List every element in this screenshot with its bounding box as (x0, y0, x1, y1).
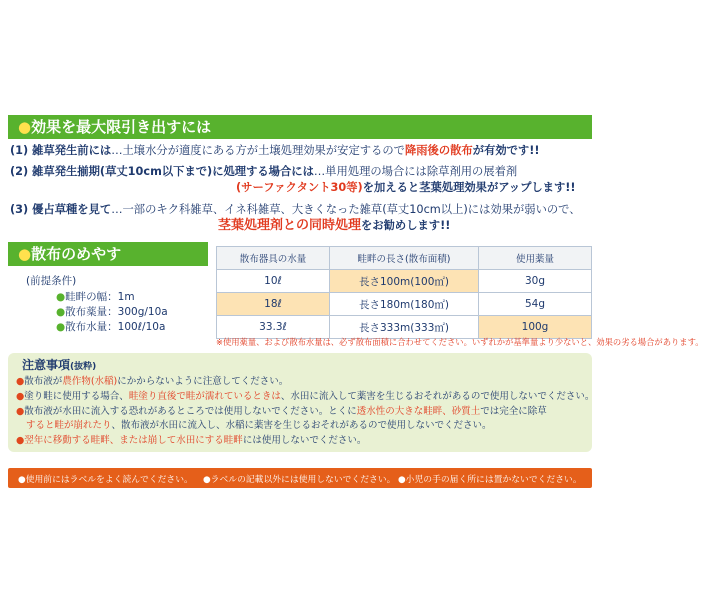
footer-item: ●使用前にはラベルをよく読んでください。 (18, 475, 193, 485)
section-guide-header (8, 242, 208, 266)
table-note: ※使用薬量、および散布水量は、必ず散布面積に合わせてください。いずれかが基準量より少ないと、効果の劣る場合があります。 (216, 337, 704, 347)
table-cell: 54g (479, 293, 592, 316)
footer-item: ●ラベルの記載以外には使用しないでください。 (203, 475, 396, 485)
effect-line-2: (2) 雑草発生揃期(草丈10cm以下まで)に処理する場合には…単用処理の場合には除草剤用の展着剤 (10, 165, 518, 178)
guide-table (216, 246, 592, 339)
caution-title: 注意事項(抜粋) (22, 358, 97, 372)
footer-item: ●小児の手の届く所には置かないでください。 (398, 475, 582, 485)
table-cell: 10ℓ (217, 270, 330, 293)
conditions-label: (前提条件) (26, 275, 77, 287)
bullet-icon: ● (18, 245, 32, 263)
effect-line-1: (1) 雑草発生前には…土壌水分が適度にある方が土壌処理効果が安定するので降雨後の散布が有効です!! (10, 144, 540, 157)
section-effect-header (8, 115, 592, 139)
caution-box (8, 353, 595, 452)
effect-line-2b: (サーファクタント30等)を加えると茎葉処理効果がアップします!! (236, 181, 576, 194)
table-cell: 100g (479, 316, 592, 339)
effect-line-3b: 茎葉処理剤との同時処理をお勧めします!! (218, 218, 451, 233)
caution-line: ●散布液が農作物(水稲)にかからないように注意してください。 (16, 376, 289, 387)
condition-item: ●畦畔の幅：1m (56, 291, 135, 303)
caution-line: すると畦が崩れたり、散布液が水田に流入し、水稲に薬害を生じるおそれがあるので使用しないでください。 (26, 420, 492, 431)
bullet-icon: ● (18, 118, 32, 136)
condition-item: ●散布水量：100ℓ/10a (56, 321, 166, 333)
table-cell: 長さ180m(180㎡) (330, 293, 479, 316)
footer-bar (8, 468, 592, 488)
table-header: 畦畔の長さ(散布面積) (330, 247, 479, 270)
table-cell: 30g (479, 270, 592, 293)
table-header: 使用薬量 (479, 247, 592, 270)
table-cell: 長さ100m(100㎡) (330, 270, 479, 293)
table-cell: 33.3ℓ (217, 316, 330, 339)
condition-item: ●散布薬量：300g/10a (56, 306, 168, 318)
caution-line: ●塗り畦に使用する場合、畦塗り直後で畦が濡れているときは、水田に流入して薬害を生じるおそれがあるので使用しないでください。 (16, 391, 595, 402)
table-row (217, 293, 592, 316)
effect-line-3: (3) 優占草種を見て…一部のキク科雑草、イネ科雑草、大きくなった雑草(草丈10cm以上)には効果が弱いので、 (10, 203, 581, 216)
table-cell: 長さ333m(333㎡) (330, 316, 479, 339)
caution-line: ●散布液が水田に流入する恐れがあるところでは使用しないでください。とくに透水性の大きな畦畔、砂質土では完全に除草 (16, 406, 547, 417)
section-guide-title: 散布のめやす (31, 245, 122, 263)
section-effect-title: 効果を最大限引き出すには (31, 118, 212, 136)
table-header-row (217, 247, 592, 270)
table-cell: 18ℓ (217, 293, 330, 316)
caution-line: ●翌年に移動する畦畔、または崩して水田にする畦畔には使用しないでください。 (16, 435, 367, 446)
table-header: 散布器具の水量 (217, 247, 330, 270)
table-row (217, 270, 592, 293)
